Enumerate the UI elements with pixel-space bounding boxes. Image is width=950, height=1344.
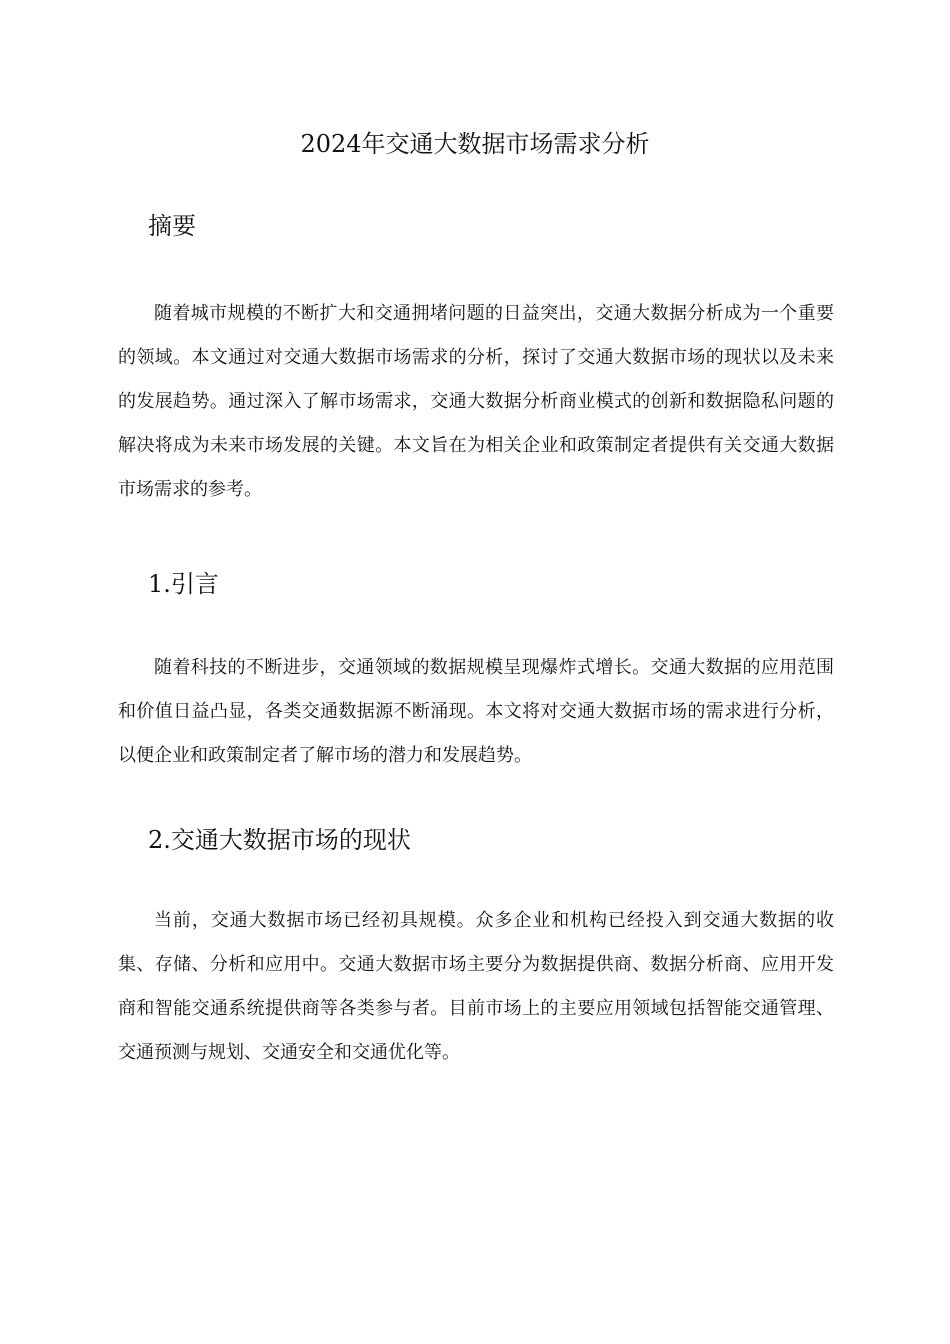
section-heading-market-status: 2.交通大数据市场的现状 (148, 826, 411, 854)
section-heading-introduction: 1.引言 (148, 570, 219, 598)
section-paragraph-abstract: 随着城市规模的不断扩大和交通拥堵问题的日益突出，交通大数据分析成为一个重要的领域。本文通过对交通大数据市场需求的分析，探讨了交通大数据市场的现状以及未来的发展趋势。通过深入了解市场需求，交通大数据分析商业模式的创新和数据隐私问题的解决将成为未来市场发展的关键。本文旨在为相关企业和政策制定者提供有关交通大数据市场需求的参考。 (118, 303, 834, 500)
document-title: 2024年交通大数据市场需求分析 (300, 130, 650, 158)
section-paragraph-market-status: 当前，交通大数据市场已经初具规模。众多企业和机构已经投入到交通大数据的收集、存储、分析和应用中。交通大数据市场主要分为数据提供商、数据分析商、应用开发商和智能交通系统提供商等各类参与者。目前市场上的主要应用领域包括智能交通管理、交通预测与规划、交通安全和交通优化等。 (118, 910, 834, 1063)
section-paragraph-introduction: 随着科技的不断进步，交通领域的数据规模呈现爆炸式增长。交通大数据的应用范围和价值日益凸显，各类交通数据源不断涌现。本文将对交通大数据市场的需求进行分析，以便企业和政策制定者了解市场的潜力和发展趋势。 (118, 657, 834, 766)
section-heading-abstract: 摘要 (148, 212, 196, 240)
